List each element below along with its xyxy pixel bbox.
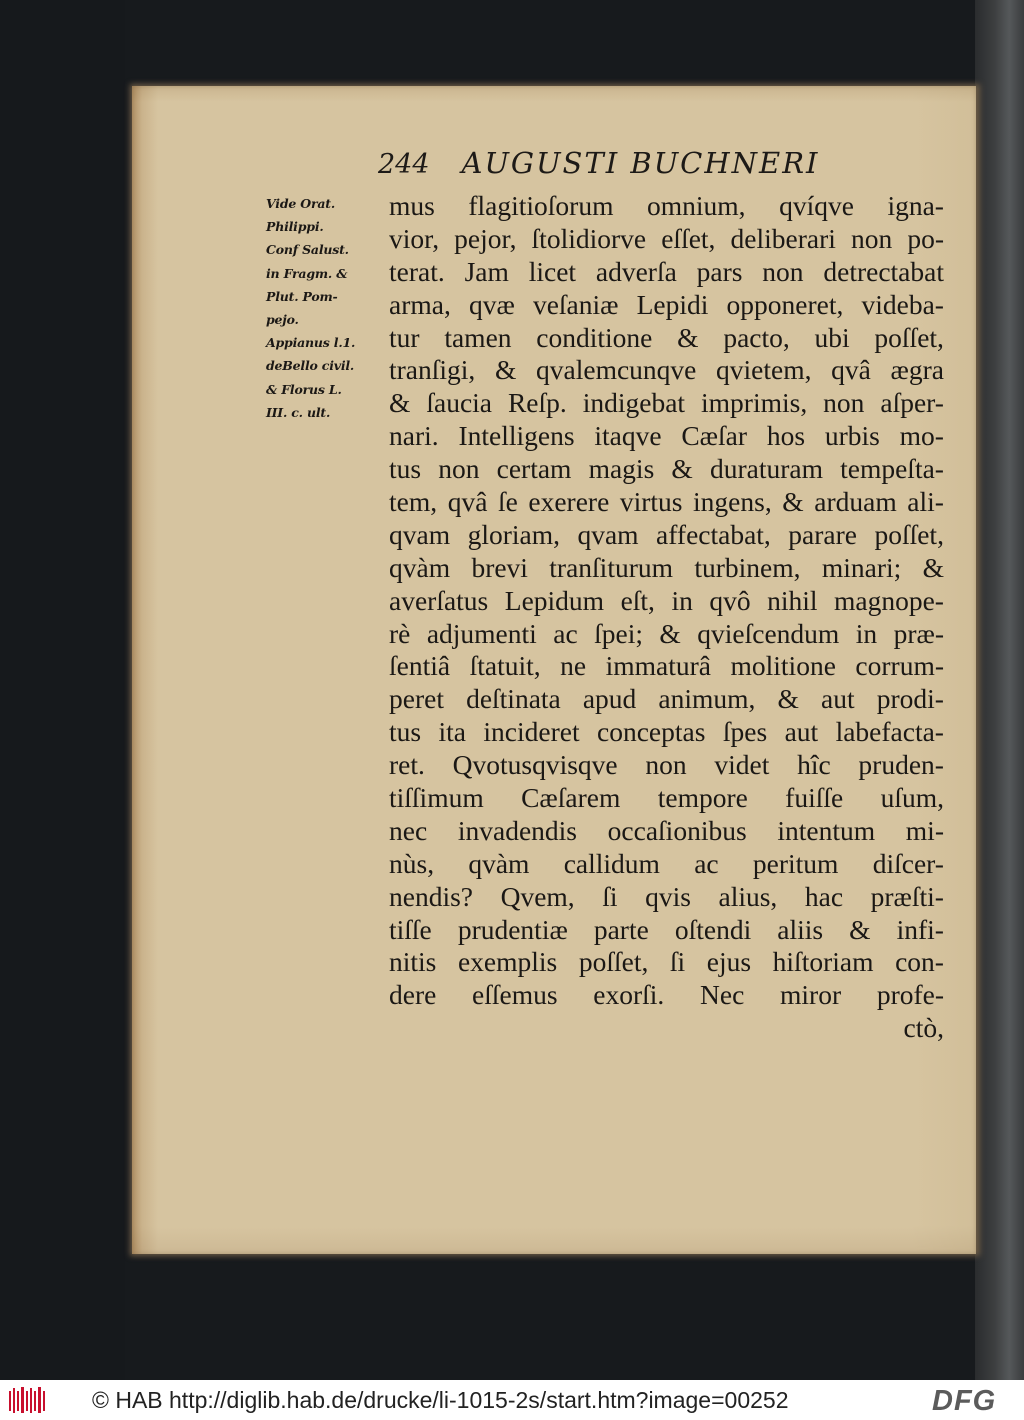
text-line: arma, qvæ veſaniæ Lepidi opponeret, videba- — [389, 288, 944, 320]
text-line: ret. Qvotusqvisqve non videt hîc pruden- — [389, 749, 944, 781]
text-line: ctò, — [903, 1012, 944, 1044]
text-line: tus non certam magis & duraturam tempeſta- — [389, 453, 944, 485]
text-line: rè adjumenti ac ſpei; & qvieſcendum in præ- — [389, 617, 944, 649]
margin-note-line: & Florus L. — [266, 381, 342, 397]
text-line: nari. Intelligens itaqve Cæſar hos urbis mo- — [389, 420, 944, 452]
text-line: tranſigi, & qvalemcunqve qvietem, qvâ ægra — [389, 354, 944, 386]
page-header — [378, 146, 978, 186]
text-line: tiſſimum Cæſarem tempore fuiſſe uſum, — [389, 782, 944, 814]
text-line: tiſſe prudentiæ parte oſtendi aliis & infi- — [389, 913, 944, 945]
text-line: tur tamen conditione & pacto, ubi poſſet, — [389, 321, 944, 353]
margin-note-line: Plut. Pom- — [266, 288, 338, 304]
margin-note-line: deBello civil. — [266, 358, 355, 374]
show-through-text — [595, 1018, 835, 1078]
text-line: terat. Jam licet adverſa pars non detrectabat — [389, 255, 944, 287]
margin-notes — [266, 192, 386, 424]
left-background — [0, 0, 125, 1380]
text-line: & ſaucia Reſp. indigebat imprimis, non aſper- — [389, 387, 944, 419]
body-text — [389, 190, 944, 1045]
text-line: nendis? Qvem, ſi qvis alius, hac præſti- — [389, 880, 944, 912]
running-head: AUGUSTI BUCHNERI — [461, 146, 820, 180]
text-line: mus flagitioſorum omnium, qvíqve igna- — [389, 190, 944, 221]
text-line: averſatus Lepidum eſt, in qvô nihil magnope- — [389, 584, 944, 616]
text-line: peret deſtinata apud animum, & aut prodi- — [389, 683, 944, 715]
text-line: nùs, qvàm callidum ac peritum diſcer- — [389, 847, 944, 879]
footer-bar — [0, 1380, 1024, 1420]
text-line: nec invadendis occaſionibus intentum mi- — [389, 814, 944, 846]
text-line: tus ita incideret conceptas ſpes aut labefacta- — [389, 716, 944, 748]
copyright-link[interactable]: © HAB http://diglib.hab.de/drucke/li-1015-2s/start.htm?image=00252 — [92, 1387, 789, 1413]
margin-note-line: in Fragm. & — [266, 265, 348, 281]
margin-note-line: III. c. ult. — [266, 404, 331, 420]
text-line: nitis exemplis poſſet, ſi ejus hiſtoriam con- — [389, 946, 944, 978]
text-line: tem, qvâ ſe exerere virtus ingens, & arduam ali- — [389, 486, 944, 518]
margin-note-line: Vide Orat. — [266, 196, 335, 211]
text-line: ſentiâ ſtatuit, ne immaturâ molitione corrum- — [389, 650, 944, 682]
text-line: qvam gloriam, qvam affectabat, parare poſſet, — [389, 518, 944, 550]
text-line: dere eſſemus exorſi. Nec miror profe- — [389, 979, 944, 1011]
dfg-logo: DFG — [932, 1385, 997, 1417]
page-number: 244 — [378, 149, 430, 180]
hab-logo-icon — [8, 1385, 46, 1415]
margin-note-line: Philippi. — [266, 219, 324, 235]
margin-note-line: pejo. — [266, 311, 299, 327]
text-line: vior, pejor, ſtolidiorve eſſet, deliberari non po- — [389, 222, 944, 254]
margin-note-line: Appianus l.1. — [266, 335, 356, 351]
book-edge — [975, 0, 1024, 1380]
margin-note-line: Conf Salust. — [266, 242, 349, 258]
text-line: qvàm brevi tranſiturum turbinem, minari; & — [389, 551, 944, 583]
